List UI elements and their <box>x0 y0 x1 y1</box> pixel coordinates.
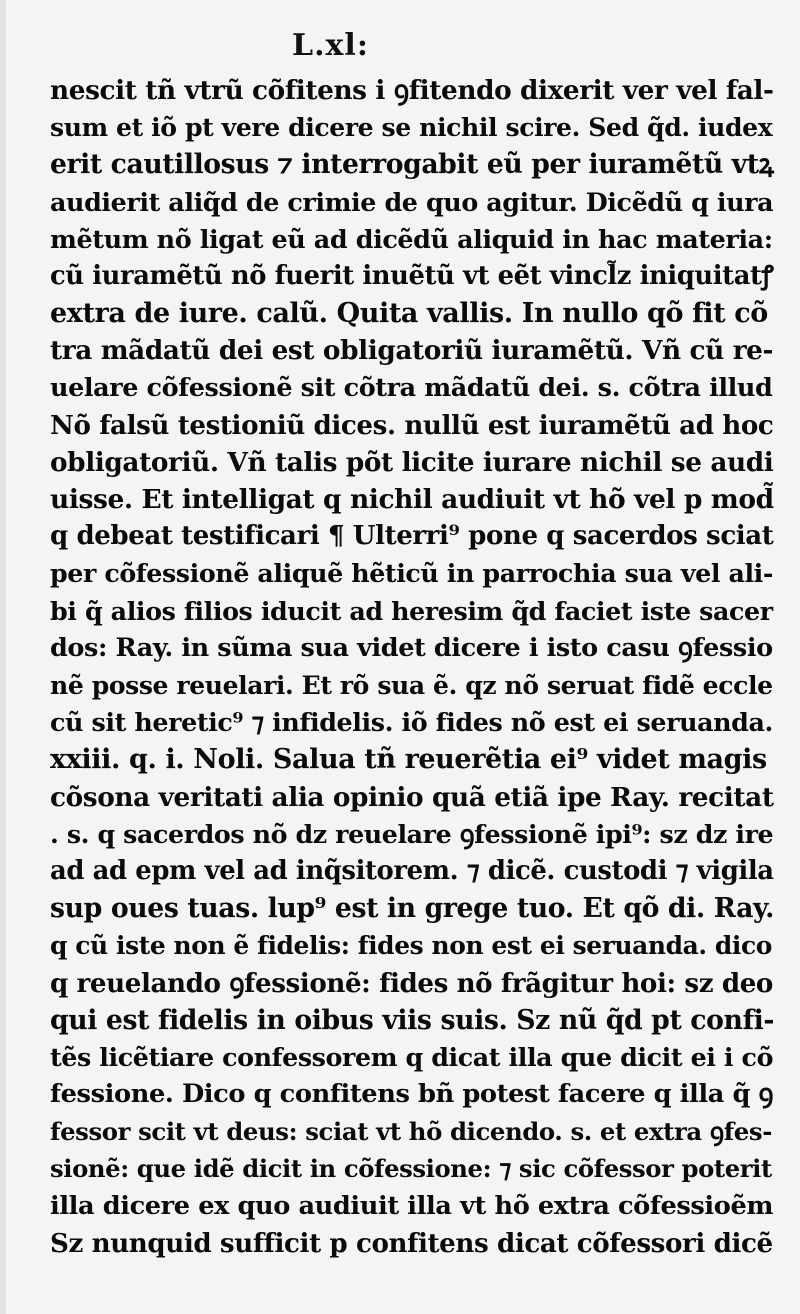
text-line: fessor scit vt deus: sciat vt hõ dicendo. s. et extra ꝯfes- <box>50 1117 772 1147</box>
text-line: illa dicere ex quo audiuit illa vt hõ extra cõfessioẽm <box>50 1190 774 1221</box>
text-line: sionẽ: que idẽ dicit in cõfessione: ⁊ sic cõfessor poterit <box>50 1154 772 1184</box>
text-line: sum et iõ pt vere dicere se nichil scire. Sed q̃d. iudex <box>50 112 773 143</box>
text-line: tra mãdatũ dei est obligatoriũ iuramẽtũ. Vñ cũ re- <box>50 335 774 367</box>
text-line: cõsona veritati alia opinio quã etiã ipe Ray. recitat <box>50 781 774 813</box>
text-line: q reuelando ꝯfessionẽ: fides nõ frãgitur hoi: sz deo <box>50 967 773 999</box>
text-line: erit cautillosus ⁊ interrogabit eũ per iuramẽtũ vtꝝ <box>50 149 774 181</box>
text-line: Sz nunquid sufficit p confitens dicat cõfessori dicẽ <box>50 1227 773 1259</box>
text-line: bi q̃ alios filios iducit ad heresim q̃d faciet iste sacer <box>50 595 773 626</box>
text-line: obligatoriũ. Vñ talis põt licite iurare nichil se audi <box>50 446 774 478</box>
text-line: q cũ iste non ẽ fidelis: fides non est ei seruanda. dico <box>50 931 772 961</box>
text-line: nescit tñ vtrũ cõfitens i ꝯfitendo dixerit ver vel fal- <box>50 75 774 106</box>
text-line: q debeat testificari ¶ Ulterri⁹ pone q sacerdos sciat <box>50 521 774 552</box>
text-line: mẽtum nõ ligat eũ ad dicẽdũ aliquid in hac materia: <box>50 223 773 254</box>
text-line: audierit aliq̃d de crimie de quo agitur. Dicẽdũ q iura <box>50 186 774 217</box>
text-line: nẽ posse reuelari. Et rõ sua ẽ. qz nõ seruat fidẽ eccle <box>50 670 773 700</box>
text-line: per cõfessionẽ aliquẽ hẽticũ in parrochia sua vel ali- <box>50 558 773 589</box>
text-line: uisse. Et intelligat q nichil audiuit vt hõ vel p mod̃ <box>50 484 774 516</box>
text-line: fessione. Dico q confitens bñ potest facere q illa q̃ ꝯ <box>50 1079 774 1110</box>
text-line: ad ad epm vel ad inq̃sitorem. ⁊ dicẽ. custodi ⁊ vigila <box>50 855 774 886</box>
text-line: dos: Ray. in sũma sua videt dicere i isto casu ꝯfessio <box>50 632 773 663</box>
text-line: cũ iuramẽtũ nõ fuerit inuẽtũ vt eẽt vincl̃z iniquitatꝭ <box>50 260 774 291</box>
folio-number: L.xl: <box>292 28 369 63</box>
text-line: Nõ falsũ testioniũ dices. nullũ est iuramẽtũ ad hoc <box>50 409 774 441</box>
text-line: tẽs licẽtiare confessorem q dicat illa que dicit ei i cõ <box>50 1041 774 1072</box>
text-line: uelare cõfessionẽ sit cõtra mãdatũ dei. s. cõtra illud <box>50 372 773 403</box>
text-line: cũ sit heretic⁹ ⁊ infidelis. iõ fides nõ est ei seruanda. <box>50 707 773 738</box>
text-block <box>50 72 778 1262</box>
text-line: qui est fidelis in oibus viis suis. Sz nũ q̃d pt confi- <box>50 1004 775 1036</box>
text-line: . s. q sacerdos nõ dz reuelare ꝯfessionẽ ipi⁹: sz dz ire <box>50 818 774 849</box>
text-line: extra de iure. calũ. Quita vallis. In nullo qõ fit cõ <box>50 298 768 330</box>
text-line: sup oues tuas. lup⁹ est in grege tuo. Et qõ di. Ray. <box>50 893 774 925</box>
text-line: xxiii. q. i. Noli. Salua tñ reuerẽtia ei⁹ videt magis <box>50 744 767 776</box>
